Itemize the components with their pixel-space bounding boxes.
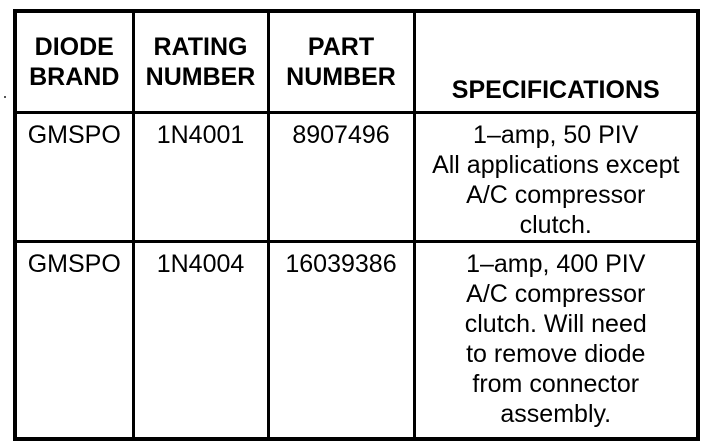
cell-brand: GMSPO: [15, 113, 133, 242]
spec-line: A/C compressor: [466, 181, 646, 209]
header-line: SPECIFICATIONS: [451, 76, 660, 104]
header-line: NUMBER: [145, 63, 256, 91]
header-rating-number: [133, 11, 268, 113]
cell-part: 8907496: [268, 113, 414, 242]
spec-line: A/C compressor: [466, 280, 646, 308]
cell-rating: 1N4001: [133, 113, 268, 242]
cell-part: 16039386: [268, 242, 414, 440]
header-line: DIODE: [34, 33, 114, 61]
header-part-number: [268, 11, 414, 113]
table-row: [15, 113, 698, 242]
header-line: NUMBER: [286, 63, 396, 91]
cell-specifications: [414, 242, 698, 440]
diode-specifications-table: [13, 9, 700, 441]
spec-line: from connector: [472, 370, 640, 398]
spec-line: to remove diode: [466, 340, 646, 368]
spec-line: 1–amp, 400 PIV: [466, 250, 646, 278]
spec-line: assembly.: [500, 400, 612, 428]
cell-brand: GMSPO: [15, 242, 133, 440]
header-specifications: [414, 11, 698, 113]
header-diode-brand: [15, 11, 133, 113]
header-line: BRAND: [29, 63, 120, 91]
spec-line: clutch.: [519, 211, 592, 239]
table-row: [15, 242, 698, 440]
header-line: RATING: [153, 33, 248, 61]
header-row: [15, 11, 698, 113]
cell-specifications: [414, 113, 698, 242]
spec-line: All applications except: [432, 151, 680, 179]
spec-line: 1–amp, 50 PIV: [473, 121, 639, 149]
header-line: PART: [307, 33, 375, 61]
cell-rating: 1N4004: [133, 242, 268, 440]
scan-speck: [4, 96, 6, 98]
spec-line: clutch. Will need: [464, 310, 647, 338]
